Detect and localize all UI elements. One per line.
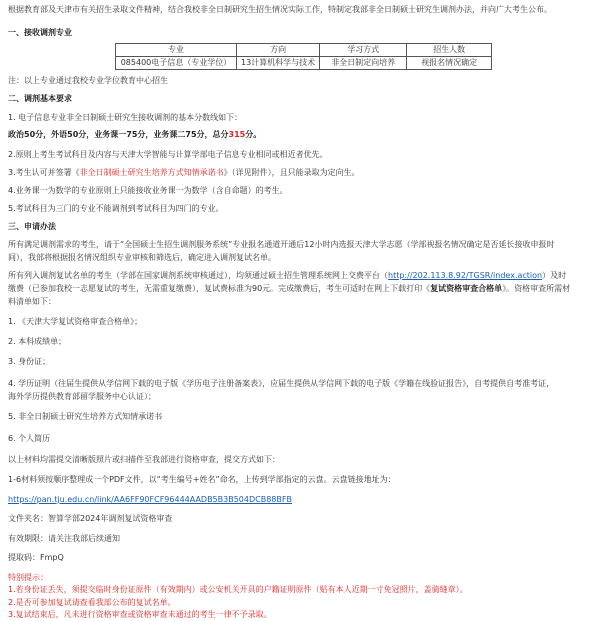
table-row — [116, 57, 492, 70]
qualification-form-name: 复试资格审查合格单 — [430, 284, 503, 293]
apply-para2-line1 — [8, 270, 607, 282]
table-header-cell: 方向 — [237, 44, 320, 57]
table-cell: 13计算机科学与技术 — [237, 57, 320, 70]
tips-heading: 特别提示： — [8, 573, 48, 582]
validity-period: 有效期限：请关注我部后续通知 — [8, 534, 120, 543]
list-item-continued: 海外学历提供教育部留学服务中心认证）； — [8, 392, 156, 401]
para2-line2-b: 》。资格审查所需材 — [502, 284, 571, 293]
list-item: 4. 学历证明（往届生提供从学信网下载的电子版《学历电子注册备案表》，应届生提供从学信网下载的电子版《学籍在线验证报告》，自考提供自考准考证， — [8, 379, 555, 388]
section1-note: 注：以上专业通过我校专业学位教育中心招生 — [8, 76, 168, 85]
apply-para1-line2: 间），我部将根据报名情况组织专业审核和筛选后，确定进入调剂复试名单。 — [8, 253, 276, 262]
apply-para2-line3: 料清单如下： — [8, 297, 56, 306]
folder-name: 文件夹名：智算学部2024年调剂复试资格审查 — [8, 514, 173, 523]
tip-item: 3.复试结束后，凡未进行资格审查或资格审查未通过的考生一律不予录取。 — [8, 610, 272, 619]
list-item: 2. 本科成绩单； — [8, 337, 67, 346]
score-requirements — [8, 129, 607, 141]
para2-text-a: 所有列入调剂复试名单的考生（学部在国家调剂系统审核通过），均须通过硕士招生管理系统网上交费平台（ — [8, 271, 388, 280]
requirement-1: 1. 电子信息专业非全日制硕士研究生接收调剂的基本分数线如下： — [8, 113, 243, 122]
submit-instructions: 以上材料均需提交清晰版照片或扫描件至我部进行资格审查，提交方式如下： — [8, 455, 280, 464]
table-cell: 视报名情况确定 — [407, 57, 492, 70]
extraction-code: 提取码：FmpQ — [8, 553, 64, 562]
para2-text-b: ）及时 — [542, 271, 567, 280]
requirement-4: 4.业务课一为数学的专业原则上只能接收业务课一为数学（含自命题）的考生。 — [8, 186, 288, 195]
apply-para1-line1: 所有满足调剂需求的考生，请于“全国硕士生招生调剂服务系统”专业报名通道开通后12小时内选报天津大学志愿（学部视报名情况确定是否延长接收申报时 — [8, 240, 555, 249]
requirement-2: 2.原则上考生考试科目及内容与天津大学智能与计算学部电子信息专业相同或相近者优先。 — [8, 150, 328, 159]
table-cell: 085400电子信息（专业学位） — [116, 57, 237, 70]
list-item: 6. 个人简历 — [8, 434, 51, 443]
commitment-letter-link[interactable]: 非全日制硕士研究生培养方式知情承诺书 — [79, 168, 224, 177]
table-cell: 非全日制定向培养 — [320, 57, 407, 70]
total-score: 315 — [228, 130, 246, 139]
requirement-5: 5.考试科目为三门的专业不能调剂到考试科目为四门的专业。 — [8, 204, 224, 213]
section2-heading: 二、调剂基本要求 — [8, 94, 72, 103]
list-item: 3. 身份证； — [8, 357, 51, 366]
req3-text-a: 3.考生认可并签署《 — [8, 168, 80, 177]
table-header-cell: 学习方式 — [320, 44, 407, 57]
requirement-3 — [8, 167, 607, 179]
score-suffix: 分。 — [245, 130, 262, 139]
req3-text-b: 》（详见附件），且只能录取为定向生。 — [223, 168, 360, 177]
table-header-cell: 招生人数 — [407, 44, 492, 57]
score-text: 政治50分，外语50分，业务课一75分，业务课二75分，总分 — [8, 130, 229, 139]
tip-item: 1.若身份证丢失，须提交临时身份证原件（有效期内）或公安机关开具的户籍证明原件（贴有本人近期一寸免冠照片，盖骑缝章）。 — [8, 585, 468, 594]
section3-heading: 三、申请办法 — [8, 222, 56, 231]
table-header-cell: 专业 — [116, 44, 237, 57]
intro-paragraph: 根据教育部及天津市有关招生录取文件精神，结合我校非全日制研究生招生情况实际工作，特制定我部非全日制硕士研究生调剂办法，并向广大考生公布。 — [8, 5, 552, 14]
cloud-drive-link[interactable]: https://pan.tju.edu.cn/link/AA6FF90FCF96444AADB5B3B504DCB88BFB — [8, 495, 292, 504]
major-table — [115, 43, 492, 70]
apply-para2-line2 — [8, 283, 607, 295]
section1-heading: 一、接收调剂专业 — [8, 28, 72, 37]
para2-line2-a: 缴费（已参加我校一志愿复试的考生，无需重复缴费），复试费标准为90元。完成缴费后，考生可适时在网上下载打印《 — [8, 284, 431, 293]
tip-item: 2.是否可参加复试请查看我部公布的复试名单。 — [8, 598, 176, 607]
table-header-row — [116, 44, 492, 57]
upload-instructions: 1-6材料须按顺序整理成一个PDF文件，以“考生编号+姓名”命名，上传到学部指定的云盘。云盘链接地址为： — [8, 475, 396, 484]
payment-platform-link[interactable]: http://202.113.8.92/TGSR/index.action — [388, 271, 543, 280]
list-item: 1. 《天津大学复试资格审查合格单》； — [8, 317, 143, 326]
list-item: 5. 非全日制硕士研究生培养方式知情承诺书 — [8, 412, 163, 421]
